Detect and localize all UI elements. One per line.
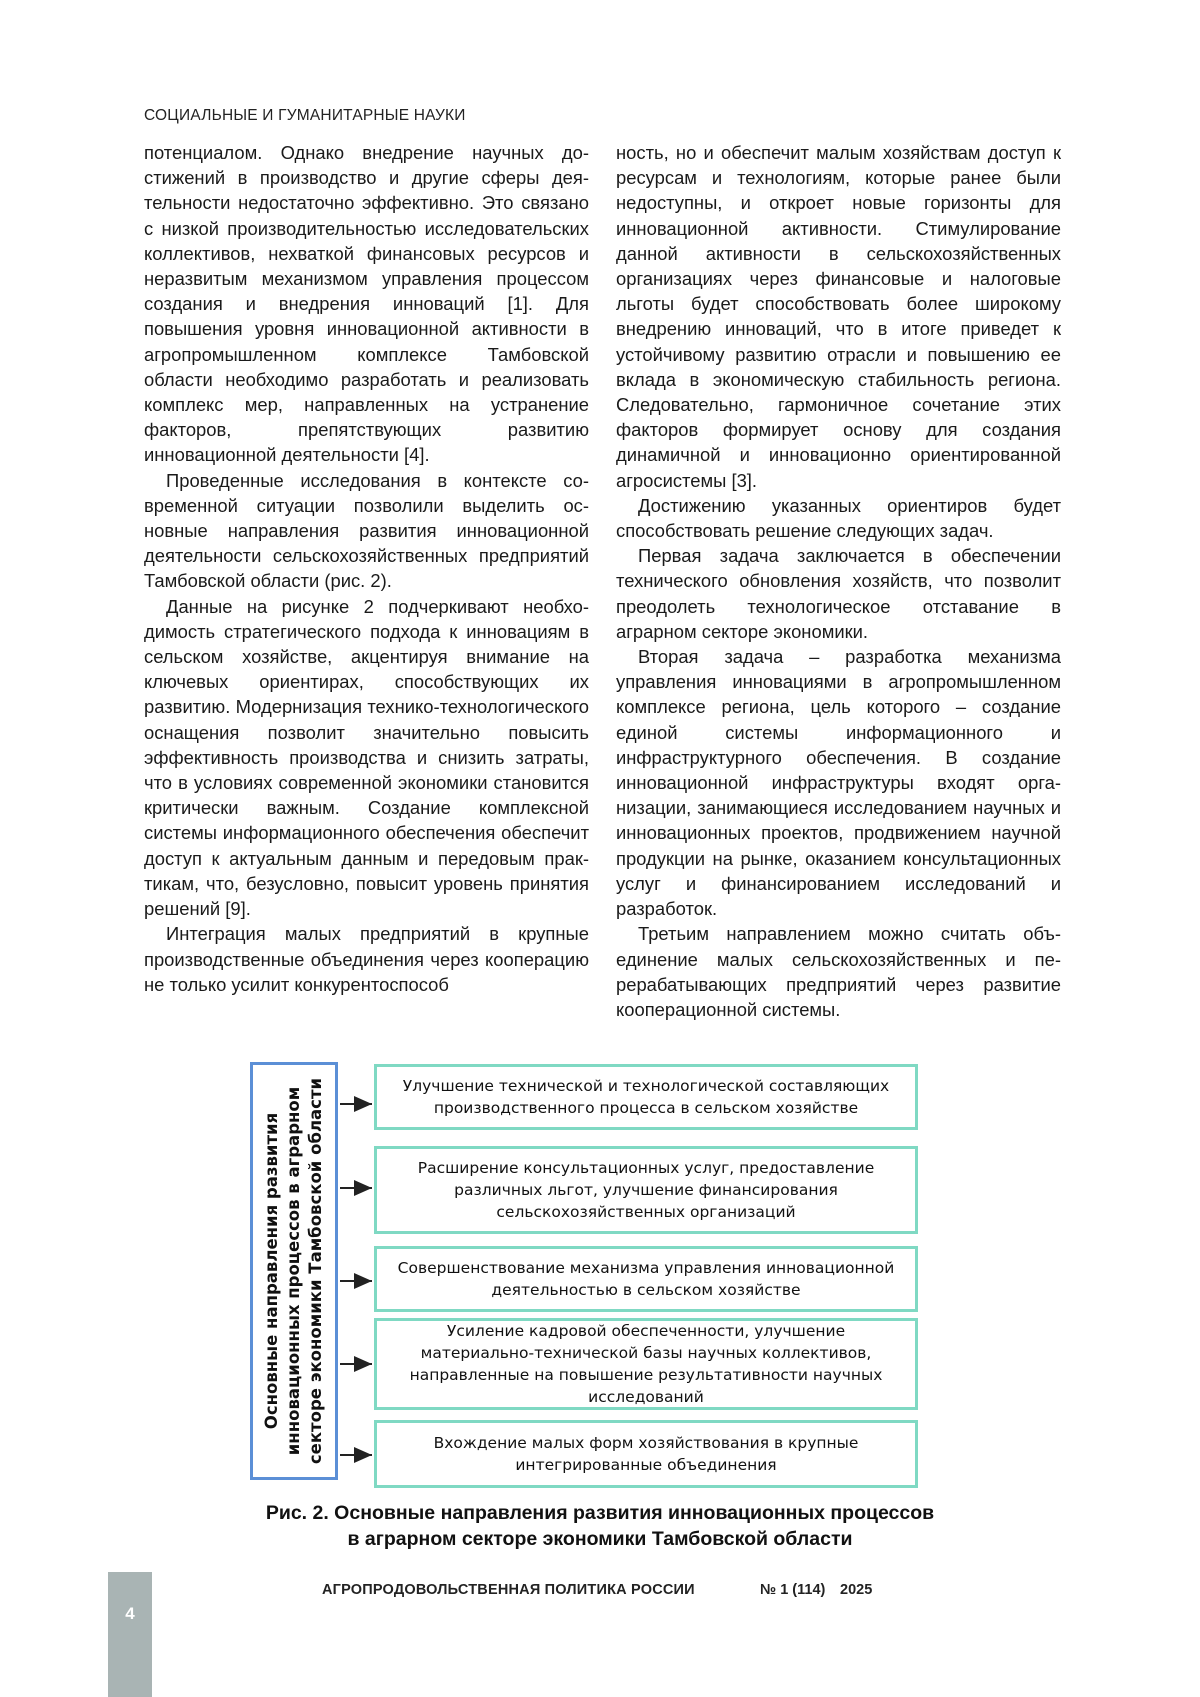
diagram-root-box — [250, 1062, 338, 1480]
diagram-box-2: Расширение консультационных услуг, предоставление различных льгот, улучшение финансирования сельскохозяйственных организаций — [374, 1146, 918, 1234]
page-tab — [108, 1572, 152, 1697]
diagram-box-1: Улучшение технической и технологической составляющих производственного процесса в сельском хозяйстве — [374, 1064, 918, 1130]
right-column — [616, 140, 1061, 1022]
caption-line-1: Рис. 2. Основные направления развития инновационных процессов — [265, 1502, 935, 1524]
journal-issue: № 1 (114) — [760, 1582, 826, 1598]
diagram-box-3: Совершенствование механизма управления инновационной деятельностью в сельском хозяйстве — [374, 1246, 918, 1312]
left-column — [144, 140, 589, 997]
diagram-root-label: Основные направления развития инновационных процессов в аграрном секторе экономики Тамбовской области — [262, 1077, 325, 1465]
paragraph: потенциалом. Однако внедрение научных достижений в производство и другие сферы деятельности недостаточно эффективно. Это связано с низкой производительностью исследовательских коллективов, нехваткой финансовых ресурсов и неразвитым механизмом управления процессом создания и внедрения инноваций [1]. Для повышения уровня инновационной активности в агропромышленном комплексе Тамбовской области необходимо разработать и реализовать комплекс мер, направленных на устранение факторов, препятствующих развитию инновационной деятельности [4]. — [144, 142, 589, 466]
figure-caption — [144, 1500, 1056, 1552]
paragraph: Интеграция малых предприятий в крупные производственные объединения через кооперацию не только усилит конкурентоспособ — [144, 923, 589, 995]
paragraph: Первая задача заключается в обеспечении технического обновления хозяйств, что позволит преодолеть технологическое отставание в аграрном секторе экономики. — [616, 545, 1061, 642]
diagram-box-5: Вхождение малых форм хозяйствования в крупные интегрированные объединения — [374, 1420, 918, 1488]
running-head: СОЦИАЛЬНЫЕ И ГУМАНИТАРНЫЕ НАУКИ — [144, 107, 466, 124]
paragraph: Вторая задача – разработка механизма управления инновациями в агропромышленном комплексе региона, цель которого – создание единой системы информационного и инфраструктурного обеспечения. В создание инновационной инфраструктуры входят организации, занимающиеся исследованием научных и инновационных проектов, продвижением научной продукции на рынке, оказанием консультационных услуг и финансированием исследований и разработок. — [616, 646, 1061, 920]
paragraph: Третьим направлением можно считать объединение малых сельскохозяйственных и перерабатывающих предприятий через развитие кооперационной системы. — [616, 923, 1061, 1020]
paragraph: ность, но и обеспечит малым хозяйствам доступ к ресурсам и технологиям, которые ранее были недоступны, и откроет новые горизонты для инновационной активности. Стимулирование данной активности в сельскохозяйственных организациях через финансовые и налоговые льготы будет способствовать более широкому внедрению инноваций, что в итоге приведет к устойчивому развитию отрасли и повышению ее вклада в экономическую стабильность региона. Следовательно, гармоничное сочетание этих факторов формирует основу для создания динамичной и инновационно ориентированной агросистемы [3]. — [616, 142, 1061, 491]
diagram-box-4: Усиление кадровой обеспеченности, улучшение материально-технической базы научных коллективов, направленные на повышение результативности научных исследований — [374, 1318, 918, 1410]
journal-title: АГРОПРОДОВОЛЬСТВЕННАЯ ПОЛИТИКА РОССИИ — [322, 1582, 695, 1598]
paragraph: Достижению указанных ориентиров будет способствовать решение следующих задач. — [616, 494, 1061, 542]
paragraph: Проведенные исследования в контексте современной ситуации позволили выделить основные направления развития инновационной деятельности сельскохозяйственных предприятий Тамбовской области (рис. 2). — [144, 469, 589, 592]
paragraph: Данные на рисунке 2 подчеркивают необходимость стратегического подхода к инновациям в сельском хозяйстве, акцентируя внимание на ключевых ориентирах, способствующих их развитию. Модернизация технико-технологического оснащения позволит значительно повысить эффективность производства и снизить затраты, что в условиях современной экономики становится критически важным. Создание комплексной системы информационного обеспечения обеспечит доступ к актуальным данным и передовым практикам, что, безусловно, повысит уровень принятия решений [9]. — [144, 595, 589, 920]
page-number: 4 — [125, 1604, 135, 1623]
journal-year: 2025 — [840, 1582, 873, 1598]
caption-line-2: в аграрном секторе экономики Тамбовской области — [347, 1528, 853, 1550]
